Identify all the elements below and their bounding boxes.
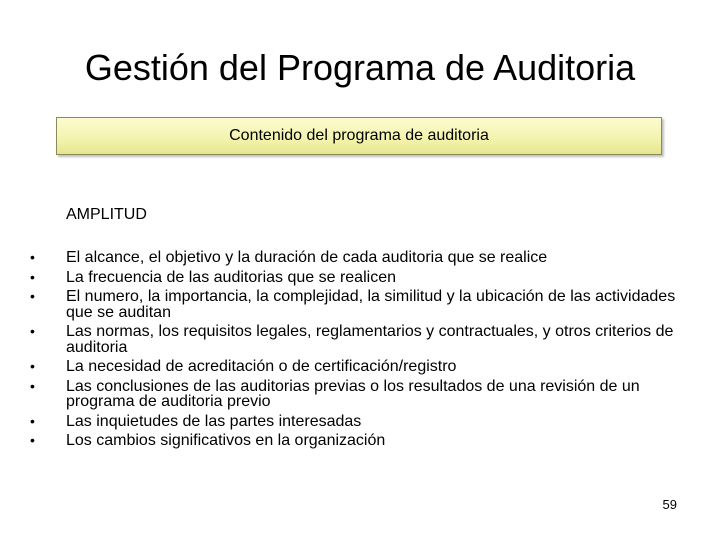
list-item [30,412,690,432]
bullet-text: Las inquietudes de las partes interesadas [66,412,362,430]
bullet-icon: • [30,432,35,448]
bullet-text: La necesidad de acreditación o de certificación/registro [66,358,457,375]
banner-label: Contenido del programa de auditoria [229,127,489,144]
bullet-icon: • [30,377,35,394]
list-item [30,357,690,377]
bullet-list [30,248,690,451]
slide-title: Gestión del Programa de Auditoria [84,47,636,88]
bullet-text: El alcance, el objetivo y la duración de cada auditoria que se realice [66,249,548,266]
list-item [30,431,690,451]
bullet-icon: • [30,288,35,304]
bullet-icon: • [30,323,35,339]
list-item [30,248,690,268]
section-heading: AMPLITUD [66,206,147,223]
list-item [30,268,690,288]
bullet-text: Las conclusiones de las auditorias previas o los resultados de una revisión de un programa de auditoria previo [66,377,640,410]
bullet-text: Los cambios significativos en la organización [66,432,386,449]
list-item [30,377,690,412]
list-item [30,322,690,357]
bullet-text: El numero, la importancia, la complejidad, la similitud y la ubicación de las actividades que se auditan [66,288,676,321]
list-item [30,287,690,322]
bullet-icon: • [30,358,35,374]
page-number: 59 [662,497,677,512]
bullet-icon: • [30,268,35,285]
bullet-icon: • [30,412,35,429]
bullet-icon: • [30,249,35,265]
content-banner [56,117,662,155]
bullet-text: La frecuencia de las auditorias que se realicen [66,268,396,286]
bullet-text: Las normas, los requisitos legales, reglamentarios y contractuales, y otros criterios de auditoria [66,323,674,356]
